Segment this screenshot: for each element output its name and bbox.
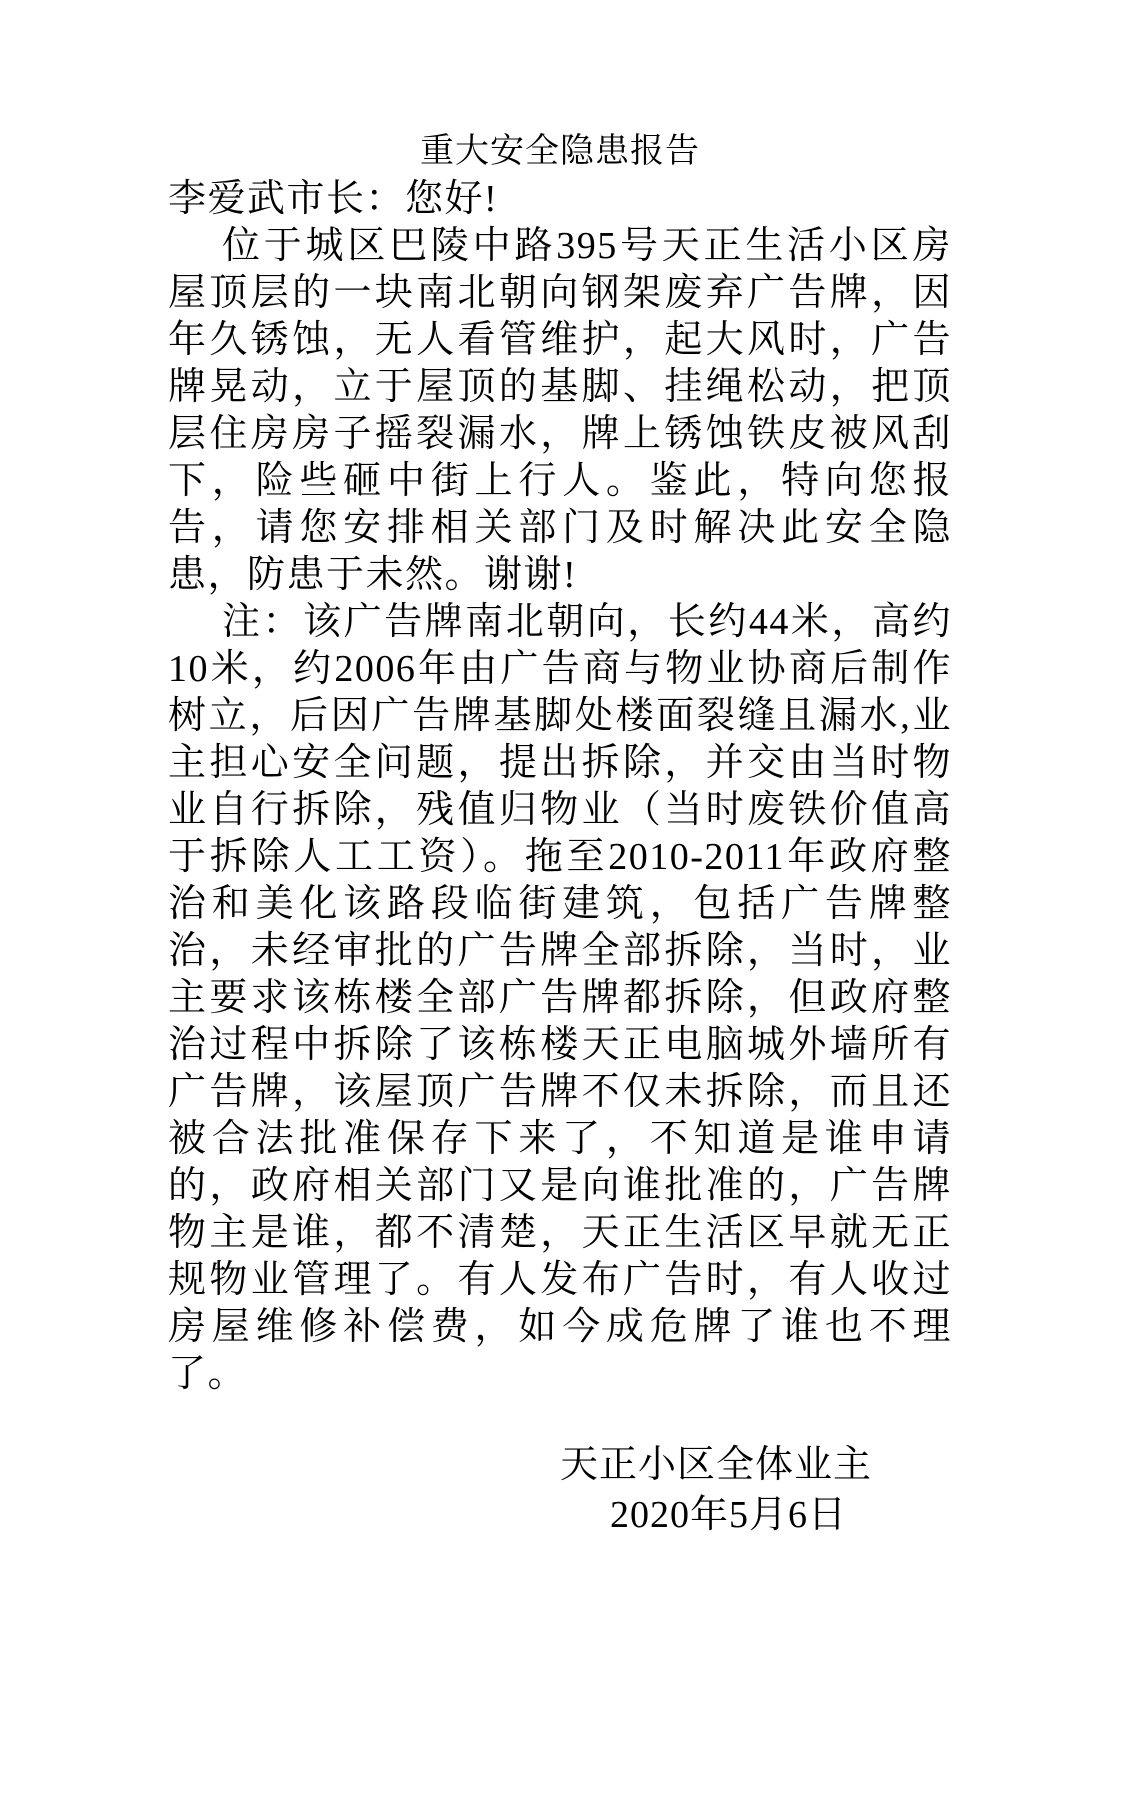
text-line: 于拆除人工工资）。拖至2010-2011年政府整: [168, 836, 952, 878]
text-line: 业自行拆除，残值归物业（当时废铁价值高: [168, 789, 952, 831]
text-line: 患，防患于未然。谢谢!: [168, 554, 578, 596]
text-line: 规物业管理了。有人发布广告时，有人收过: [168, 1259, 952, 1301]
text-line: 层住房房子摇裂漏水，牌上锈蚀铁皮被风刮: [168, 413, 952, 455]
signature: 天正小区全体业主: [559, 1444, 872, 1486]
text-line: 牌晃动，立于屋顶的基脚、挂绳松动，把顶: [168, 366, 952, 408]
document-title: 重大安全隐患报告: [420, 133, 700, 170]
text-line: 物主是谁，都不清楚，天正生活区早就无正: [168, 1212, 952, 1254]
text-line: 屋顶层的一块南北朝向钢架废弃广告牌，因: [168, 272, 952, 314]
text-line: 下，险些砸中街上行人。鉴此，特向您报: [168, 460, 952, 502]
document-body: [168, 176, 952, 1398]
date: 2020年5月6日: [609, 1494, 847, 1536]
text-line: 房屋维修补偿费，如今成危牌了谁也不理: [168, 1306, 952, 1348]
text-line: 广告牌，该屋顶广告牌不仅未拆除，而且还: [168, 1071, 952, 1113]
text-line: 年久锈蚀，无人看管维护，起大风时，广告: [168, 319, 952, 361]
text-line: 告，请您安排相关部门及时解决此安全隐: [168, 507, 952, 549]
text-line: 李爱武市长：您好!: [168, 178, 499, 220]
text-line: 了。: [168, 1353, 248, 1395]
text-line: 注：该广告牌南北朝向，长约44米，高约: [222, 601, 952, 643]
text-line: 被合法批准保存下来了，不知道是谁申请: [168, 1118, 952, 1160]
text-line: 主担心安全问题，提出拆除，并交由当时物: [168, 742, 952, 784]
text-line: 治，未经审批的广告牌全部拆除，当时，业: [168, 930, 952, 972]
text-line: 10米，约2006年由广告商与物业协商后制作: [168, 648, 952, 690]
text-line: 的，政府相关部门又是向谁批准的，广告牌: [168, 1165, 952, 1207]
closing-block: [168, 1442, 952, 1535]
text-line: 树立，后因广告牌基脚处楼面裂缝且漏水,业: [168, 695, 952, 737]
text-line: 治和美化该路段临街建筑，包括广告牌整: [168, 883, 952, 925]
text-line: 主要求该栋楼全部广告牌都拆除，但政府整: [168, 977, 952, 1019]
document-content: [168, 0, 952, 1535]
text-line: 治过程中拆除了该栋楼天正电脑城外墙所有: [168, 1024, 952, 1066]
text-line: 位于城区巴陵中路395号天正生活小区房: [222, 225, 952, 267]
